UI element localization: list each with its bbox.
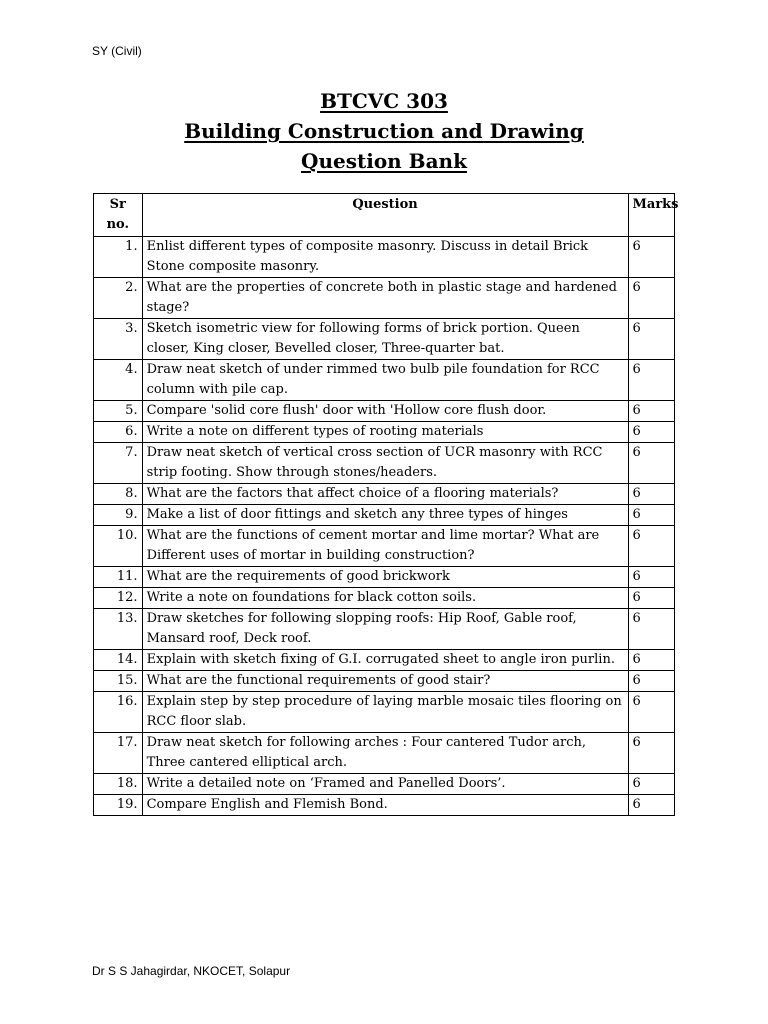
page-footer-note: Dr S S Jahagirdar, NKOCET, Solapur [92,964,291,978]
table-row [94,443,675,484]
table-row [94,360,675,401]
row-question: What are the functional requirements of good stair? [142,671,628,692]
row-marks: 6 [628,692,675,733]
document-title-block [0,86,768,176]
row-question: Compare English and Flemish Bond. [142,795,628,816]
table-row [94,588,675,609]
row-sr-no: 3. [94,319,143,360]
course-code-title: BTCVC 303 [320,89,448,113]
row-marks: 6 [628,588,675,609]
row-question: Explain step by step procedure of laying marble mosaic tiles flooring on RCC floor slab. [142,692,628,733]
row-sr-no: 5. [94,401,143,422]
table-row [94,505,675,526]
row-marks: 6 [628,650,675,671]
question-table [93,193,679,816]
page-header-note: SY (Civil) [92,44,142,58]
row-question: Draw neat sketch of under rimmed two bulb pile foundation for RCC column with pile cap. [142,360,628,401]
row-marks: 6 [628,278,675,319]
table-header-row [94,194,675,237]
row-question: Draw neat sketch of vertical cross section of UCR masonry with RCC strip footing. Show through stones/headers. [142,443,628,484]
table-row [94,319,675,360]
row-sr-no: 17. [94,733,143,774]
row-sr-no: 19. [94,795,143,816]
row-sr-no: 16. [94,692,143,733]
row-marks: 6 [628,237,675,278]
table-row [94,733,675,774]
table-row [94,422,675,443]
row-marks: 6 [628,671,675,692]
row-question: Make a list of door fittings and sketch any three types of hinges [142,505,628,526]
row-question: Explain with sketch fixing of G.I. corrugated sheet to angle iron purlin. [142,650,628,671]
row-sr-no: 14. [94,650,143,671]
header-question: Question [142,194,628,237]
row-sr-no: 10. [94,526,143,567]
row-question: Draw sketches for following slopping roofs: Hip Roof, Gable roof, Mansard roof, Deck roof. [142,609,628,650]
course-name-title: Building Construction and Drawing [184,119,584,143]
row-sr-no: 8. [94,484,143,505]
row-marks: 6 [628,567,675,588]
row-marks: 6 [628,774,675,795]
row-question: Enlist different types of composite masonry. Discuss in detail Brick Stone composite masonry. [142,237,628,278]
table-row [94,609,675,650]
row-sr-no: 12. [94,588,143,609]
row-question: Compare 'solid core flush' door with 'Hollow core flush door. [142,401,628,422]
row-marks: 6 [628,505,675,526]
row-marks: 6 [628,609,675,650]
row-sr-no: 13. [94,609,143,650]
question-table-body [94,237,675,816]
row-question: Write a detailed note on ‘Framed and Panelled Doors’. [142,774,628,795]
table-row [94,671,675,692]
table-row [94,237,675,278]
row-question: What are the requirements of good brickwork [142,567,628,588]
row-sr-no: 11. [94,567,143,588]
row-sr-no: 18. [94,774,143,795]
row-sr-no: 2. [94,278,143,319]
table-row [94,484,675,505]
row-question: What are the functions of cement mortar and lime mortar? What are Different uses of mortar in building construction? [142,526,628,567]
row-marks: 6 [628,526,675,567]
row-question: Write a note on foundations for black cotton soils. [142,588,628,609]
row-question: Write a note on different types of rooting materials [142,422,628,443]
row-question: Draw neat sketch for following arches : Four cantered Tudor arch, Three cantered elliptical arch. [142,733,628,774]
table-row [94,650,675,671]
row-question: What are the factors that affect choice of a flooring materials? [142,484,628,505]
table-row [94,567,675,588]
row-question: What are the properties of concrete both in plastic stage and hardened stage? [142,278,628,319]
table-row [94,278,675,319]
row-sr-no: 7. [94,443,143,484]
row-sr-no: 9. [94,505,143,526]
row-question: Sketch isometric view for following forms of brick portion. Queen closer, King closer, Bevelled closer, Three-quarter bat. [142,319,628,360]
table-row [94,401,675,422]
row-sr-no: 1. [94,237,143,278]
header-sr-no: Sr no. [94,194,143,237]
row-marks: 6 [628,443,675,484]
row-marks: 6 [628,319,675,360]
row-marks: 6 [628,733,675,774]
table-row [94,526,675,567]
row-marks: 6 [628,795,675,816]
row-sr-no: 15. [94,671,143,692]
question-bank-title: Question Bank [301,149,467,173]
row-sr-no: 4. [94,360,143,401]
row-marks: 6 [628,422,675,443]
table-row [94,795,675,816]
row-marks: 6 [628,484,675,505]
row-marks: 6 [628,360,675,401]
row-sr-no: 6. [94,422,143,443]
header-marks: Marks [628,194,675,237]
row-marks: 6 [628,401,675,422]
table-row [94,692,675,733]
table-row [94,774,675,795]
